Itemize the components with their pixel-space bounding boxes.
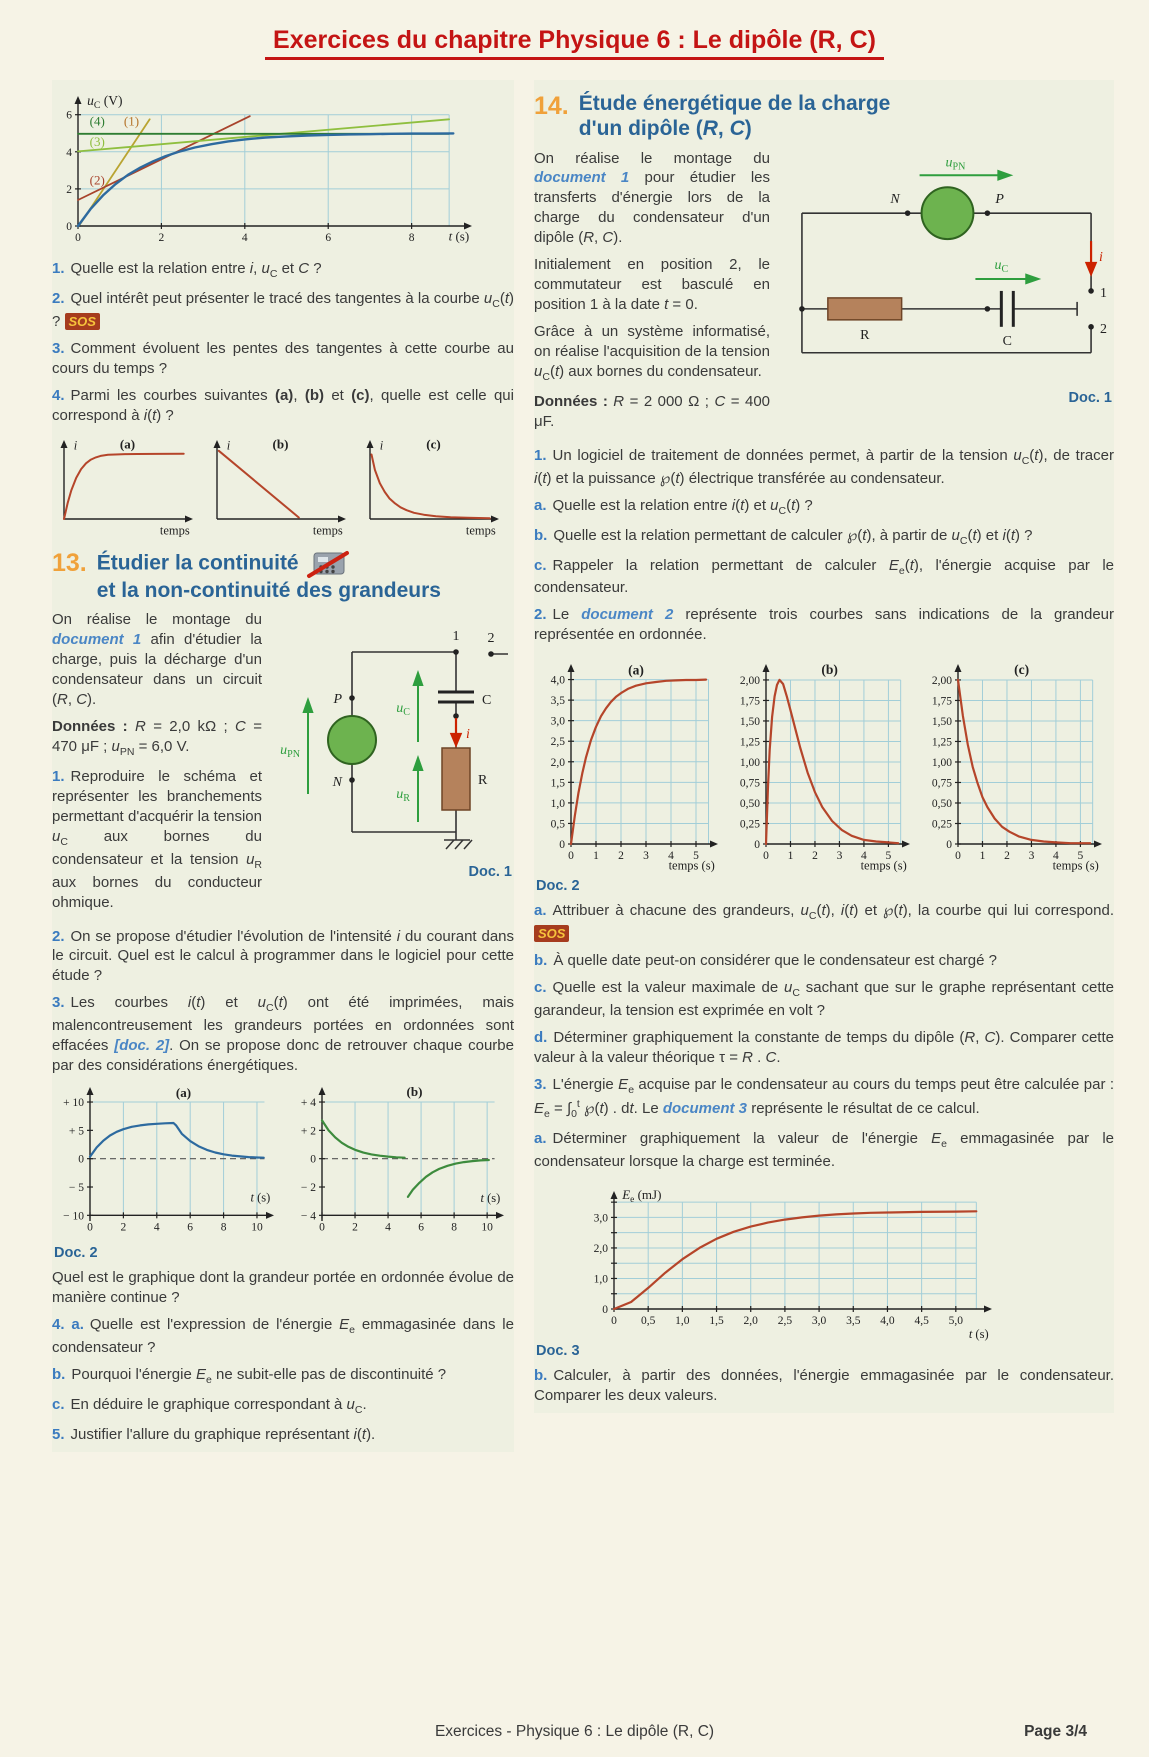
svg-text:temps (s): temps (s): [860, 858, 907, 873]
current-arrow: [1086, 241, 1095, 274]
svg-text:8: 8: [408, 232, 415, 244]
unlabeled-chart-a: [534, 652, 722, 876]
svg-text:uC (V): $u_C$ (V): [87, 93, 123, 112]
svg-text:t (s): t (s): [968, 1326, 989, 1341]
svg-text:4,0: 4,0: [880, 1314, 895, 1327]
question-text: Quelle est la relation entre i(t) et $u_C(t)$ ?: [552, 496, 813, 517]
svg-text:6: 6: [66, 109, 72, 122]
svg-text:5: 5: [885, 850, 892, 863]
question-text: Reproduire le schéma et représenter les branchements permettant d'acquérir la tension $u_C$ aux bornes du condensateur et la tension $u_R$ aux bornes du conducteur ohmique.: [52, 767, 262, 911]
svg-text:− 2: − 2: [300, 1182, 316, 1195]
capacitor-label: C: [1002, 333, 1012, 349]
question-number: 5.: [52, 1425, 65, 1443]
question: [534, 605, 1114, 645]
svg-text:(c): (c): [1014, 662, 1030, 678]
svg-text:0: 0: [946, 839, 952, 852]
exercise-13-intro: On réalise le montage du document 1 afin d'étudier la charge, puis la décharge d'un condensateur dans un circuit (R, C).: [52, 611, 262, 709]
svg-text:0: 0: [602, 1303, 608, 1316]
terminal-p-label: P: [333, 692, 342, 708]
svg-text:1,50: 1,50: [931, 716, 952, 729]
unlabeled-chart-c: [918, 652, 1106, 876]
no-calculator-icon: [305, 549, 351, 579]
question-number: 4.: [52, 386, 65, 404]
svg-text:1,0: 1,0: [593, 1273, 608, 1286]
exercise-13-data: Données : R = 2,0 kΩ ; C = 470 μF ; $u_{PN} = 6,0$ V.: [52, 718, 262, 758]
page-title: [0, 26, 1149, 60]
rc-charge-circuit-diagram: [780, 151, 1114, 383]
svg-text:2,00: 2,00: [931, 675, 952, 688]
exercise-title-line2: d'un dipôle (R, C): [578, 116, 752, 140]
question-text: Quel intérêt peut présenter le tracé des tangentes à la courbe $u_C(t)$ ? SOS: [52, 289, 514, 330]
doc-1-label: Doc. 1: [468, 864, 512, 881]
question-number: a.: [534, 1129, 547, 1147]
exercise-14-intro-1: On réalise le montage du document 1 pour étudier les transferts d'énergie lors de la charge du condensateur d'un dipôle (R, C).: [534, 149, 770, 247]
question: [534, 446, 1114, 489]
energy-chart: [572, 1179, 1114, 1341]
svg-text:0,50: 0,50: [739, 798, 760, 811]
svg-text:1: 1: [979, 850, 986, 863]
question-number: c.: [52, 1395, 65, 1413]
svg-text:10: 10: [481, 1221, 493, 1234]
current-candidate-curves: [52, 434, 514, 537]
svg-text:3,5: 3,5: [846, 1314, 861, 1327]
ur-voltage-arrow: [414, 758, 422, 822]
question-text: Quelle est la relation permettant de calculer ℘(t), à partir de $u_C(t)$ et i(t) ?: [553, 526, 1033, 547]
question-text: Les courbes i(t) et $u_C(t)$ ont été imprimées, mais malencontreusement les grandeurs portées en ordonnées sont effacées [doc. 2]. On se propose donc de retrouver chaque courbe par des considérations énergétiques.: [52, 994, 515, 1075]
question-number: 3.: [52, 994, 65, 1012]
question: [52, 1315, 514, 1358]
question: [534, 1366, 1114, 1406]
question: [534, 951, 1114, 971]
uc-voltage-arrow: [414, 673, 422, 742]
svg-text:2,0: 2,0: [550, 757, 565, 770]
upn-voltage-arrow: [920, 171, 1011, 179]
svg-text:+ 4: + 4: [300, 1097, 316, 1110]
svg-text:+ 2: + 2: [300, 1125, 316, 1138]
svg-text:− 5: − 5: [68, 1182, 84, 1195]
svg-text:1: 1: [593, 850, 599, 863]
svg-text:(4): (4): [89, 113, 105, 129]
question-number: a.: [534, 902, 547, 920]
svg-text:t (s): t (s): [448, 228, 470, 244]
svg-text:0: 0: [763, 850, 769, 863]
svg-text:(b): (b): [821, 662, 838, 678]
question-text: Quelle est la valeur maximale de $u_C$ sachant que sur le graphe représentant cette garandeur, la tension est exprimée en volt ?: [534, 979, 1114, 1020]
svg-text:(b): (b): [272, 436, 289, 452]
svg-text:i: i: [73, 437, 78, 452]
question: [52, 993, 514, 1076]
svg-text:5: 5: [1077, 850, 1084, 863]
exercise-14-body: [534, 149, 1114, 646]
svg-text:1: 1: [787, 850, 794, 863]
svg-text:1,5: 1,5: [709, 1314, 724, 1327]
svg-text:0: 0: [78, 1153, 84, 1166]
svg-text:0,25: 0,25: [739, 818, 760, 831]
svg-text:4: 4: [1053, 850, 1059, 863]
svg-text:0: 0: [559, 839, 565, 852]
svg-text:1,75: 1,75: [739, 695, 760, 708]
question-text: On se propose d'étudier l'évolution de l'intensité i du courant dans le circuit. Quel est le calcul à programmer dans le logiciel pour cette étude ?: [52, 927, 514, 985]
question: [52, 289, 514, 332]
question-number: 1.: [534, 446, 547, 464]
question-text: Justifier l'allure du graphique représentant i(t).: [70, 1425, 376, 1443]
right-column: [534, 80, 1114, 1413]
svg-text:(1): (1): [123, 113, 140, 129]
svg-text:0,5: 0,5: [640, 1314, 656, 1327]
exercise-14-intro-3: Grâce à un système informatisé, on réalise l'acquisition de la tension $u_C(t)$ aux bornes du condensateur.: [534, 323, 770, 383]
switch-position-1-label: 1: [452, 629, 460, 645]
svg-text:6: 6: [418, 1221, 424, 1234]
svg-text:0: 0: [319, 1221, 325, 1234]
svg-text:(b): (b): [406, 1084, 423, 1100]
question-number: 2.: [52, 289, 65, 307]
rc-series-circuit-diagram: [274, 612, 514, 857]
svg-text:4: 4: [241, 232, 248, 244]
terminal-n-label: N: [890, 191, 900, 207]
question-number: 2.: [534, 606, 547, 624]
svg-text:3: 3: [836, 850, 843, 863]
question: [52, 259, 514, 282]
svg-text:6: 6: [325, 232, 332, 244]
svg-text:1,0: 1,0: [550, 798, 565, 811]
svg-text:2: 2: [158, 232, 165, 244]
upn-voltage-arrow: [304, 700, 312, 794]
unlabeled-chart-b: [726, 652, 914, 876]
svg-text:5: 5: [693, 850, 699, 863]
svg-text:(a): (a): [175, 1085, 192, 1101]
exercise-title-line2: et la non-continuité des grandeurs: [96, 578, 441, 602]
question-number: 4. a.: [52, 1315, 84, 1333]
exercise-13-header: [52, 549, 514, 604]
question-number: b.: [534, 952, 548, 970]
question-text: Rappeler la relation permettant de calculer $E_e(t)$, l'énergie acquise par le condensateur.: [534, 556, 1114, 597]
svg-text:temps: temps: [312, 522, 343, 537]
svg-text:(a): (a): [628, 662, 644, 678]
svg-text:2: 2: [66, 183, 72, 196]
upn-label: $u_{PN}$: [945, 154, 966, 172]
svg-text:8: 8: [220, 1221, 227, 1234]
page-footer: [0, 1723, 1149, 1741]
question-text: Attribuer à chacune des grandeurs, $u_C(t)$, i(t) et ℘(t), la courbe qui lui correspond. SOS: [534, 902, 1114, 942]
doc-3-label: Doc. 3: [536, 1342, 580, 1359]
svg-text:1,75: 1,75: [931, 695, 952, 708]
svg-text:0,5: 0,5: [550, 818, 565, 831]
current-arrow: [451, 718, 460, 745]
exercise-13-body: [52, 610, 514, 1076]
question-text: Déterminer graphiquement la constante de temps du dipôle (R, C). Comparer cette valeur à la valeur théorique τ = R . C.: [534, 1029, 1114, 1066]
footer-title: Exercices - Physique 6 : Le dipôle (R, C): [434, 1723, 715, 1740]
question: [52, 339, 514, 379]
question: [534, 901, 1114, 944]
question-text: Déterminer graphiquement la valeur de l'énergie $E_e$ emmagasinée par le condensateur lorsque la charge est terminée.: [534, 1129, 1115, 1170]
svg-text:(2): (2): [89, 172, 105, 188]
question-text: L'énergie $E_e$ acquise par le condensateur au cours du temps peut être calculée par : $E_e = \int_0^t$ ℘(t) . dt. Le document 3 représente le résultat de ce calcul.: [534, 1075, 1115, 1120]
svg-text:6: 6: [187, 1221, 194, 1234]
svg-text:4: 4: [153, 1221, 160, 1234]
svg-text:4: 4: [861, 850, 867, 863]
page-title-text: Exercices du chapitre Physique 6 : Le dipôle (R, C): [265, 26, 884, 60]
exercise-title: [579, 92, 891, 142]
doc-2-charts-ex13: [52, 1083, 514, 1243]
question-text: Comment évoluent les pentes des tangentes à cette courbe au cours du temps ?: [52, 339, 514, 377]
switch-position-1-label: 1: [1100, 285, 1108, 301]
ground-icon: [444, 840, 472, 849]
svg-text:0: 0: [754, 839, 760, 852]
svg-text:2: 2: [618, 850, 624, 863]
terminal-n-label: N: [332, 775, 342, 791]
upn-label: $u_{PN}$: [280, 743, 300, 761]
svg-text:2,0: 2,0: [593, 1242, 608, 1255]
svg-text:(3): (3): [89, 133, 105, 149]
svg-text:8: 8: [451, 1221, 457, 1234]
question: [52, 1395, 514, 1418]
svg-text:4: 4: [66, 146, 72, 159]
svg-text:temps (s): temps (s): [1052, 858, 1099, 873]
uc-label: $u_C$: [396, 701, 410, 719]
svg-text:3,0: 3,0: [811, 1314, 827, 1327]
doc-2-charts-ex14: [534, 652, 1114, 876]
svg-text:4,5: 4,5: [914, 1314, 929, 1327]
uc-voltage-arrow: [975, 274, 1038, 282]
svg-text:+ 5: + 5: [68, 1125, 84, 1138]
curve-b-chart: [205, 434, 348, 537]
uc-voltage-chart: [52, 80, 514, 252]
svg-text:4,0: 4,0: [550, 674, 565, 687]
doc-1-label: Doc. 1: [1068, 389, 1112, 406]
curve-a-chart: [52, 434, 195, 537]
svg-text:3,5: 3,5: [550, 695, 565, 708]
question-number: b.: [52, 1365, 66, 1383]
svg-text:− 10: − 10: [63, 1210, 84, 1223]
question-text: Quelle est la relation entre i, $u_C$ et C ?: [70, 260, 322, 280]
question-number: c.: [534, 556, 547, 574]
question-number: 1.: [52, 767, 65, 785]
question-number: b.: [534, 526, 548, 544]
question-number: 3.: [534, 1075, 547, 1093]
question-text: Parmi les courbes suivantes (a), (b) et (c), quelle est celle qui correspond à i(t) ?: [52, 386, 514, 424]
svg-text:2,5: 2,5: [550, 736, 565, 749]
svg-text:10: 10: [251, 1221, 263, 1234]
current-label: i: [466, 727, 470, 743]
svg-text:0: 0: [611, 1314, 617, 1327]
exercise-title-line1: Étudier la continuité: [96, 551, 299, 575]
ex12-questions: [52, 259, 514, 426]
question-number: d.: [534, 1029, 548, 1047]
question: [52, 1425, 514, 1445]
question-text: Calculer, à partir des données, l'énergie emmagasinée par le condensateur. Comparer les deux valeurs.: [534, 1366, 1114, 1404]
svg-text:t (s): t (s): [250, 1190, 271, 1205]
question-continuity: Quel est le graphique dont la grandeur portée en ordonnée évolue de manière continue ?: [52, 1269, 514, 1307]
resistor-label: R: [860, 327, 870, 343]
exercise-title: [97, 549, 441, 604]
svg-text:3: 3: [1028, 850, 1035, 863]
terminal-p-label: P: [995, 191, 1004, 207]
svg-text:(a): (a): [119, 436, 136, 452]
svg-text:3: 3: [643, 850, 649, 863]
svg-text:3,0: 3,0: [593, 1212, 608, 1225]
doc-2-label: Doc. 2: [54, 1245, 98, 1262]
svg-text:1,0: 1,0: [675, 1314, 690, 1327]
question: [534, 1075, 1114, 1122]
question-text: Quelle est l'expression de l'énergie $E_e$ emmagasinée dans le condensateur ?: [52, 1315, 514, 1356]
svg-text:0: 0: [87, 1221, 93, 1234]
svg-text:4: 4: [385, 1221, 391, 1234]
question-number: a.: [534, 496, 547, 514]
question: [534, 1028, 1114, 1068]
generator-icon: [922, 187, 974, 239]
svg-text:0,50: 0,50: [931, 798, 952, 811]
question-number: 1.: [52, 260, 65, 277]
svg-text:2: 2: [352, 1221, 358, 1234]
exercise-number: 13.: [52, 548, 87, 577]
circuit-14-figure: [780, 151, 1114, 408]
svg-text:i: i: [226, 437, 231, 452]
svg-text:2,5: 2,5: [777, 1314, 793, 1327]
svg-text:2: 2: [1004, 850, 1010, 863]
svg-text:0: 0: [66, 221, 72, 233]
erased-axis-chart-b: [288, 1083, 514, 1243]
question: [534, 526, 1114, 549]
svg-text:− 4: − 4: [300, 1210, 316, 1223]
question: [534, 496, 1114, 519]
left-column: [52, 80, 514, 1452]
current-label: i: [1099, 249, 1103, 265]
exercise-14-header: [534, 92, 1114, 142]
capacitor-label: C: [482, 693, 492, 709]
svg-text:i: i: [379, 437, 384, 452]
exercise-14-intro-2: Initialement en position 2, le commutateur est basculé en position 1 à la date t = 0.: [534, 256, 770, 314]
uc-label: $u_C$: [994, 257, 1009, 275]
svg-text:1,00: 1,00: [931, 757, 952, 770]
svg-text:+ 10: + 10: [63, 1097, 84, 1110]
exercise-title-line1: Étude énergétique de la charge: [578, 92, 891, 115]
resistor-label: R: [478, 773, 488, 789]
svg-text:4: 4: [668, 850, 674, 863]
svg-text:3,0: 3,0: [550, 715, 565, 728]
svg-text:0,25: 0,25: [931, 818, 952, 831]
erased-axis-chart-a: [52, 1083, 284, 1243]
svg-text:5,0: 5,0: [948, 1314, 964, 1327]
question-number: 3.: [52, 339, 65, 357]
svg-text:2: 2: [120, 1221, 127, 1234]
svg-text:0,75: 0,75: [739, 777, 760, 790]
svg-text:0,75: 0,75: [931, 777, 952, 790]
question: [52, 386, 514, 426]
page-number: Page 3/4: [1024, 1723, 1087, 1740]
svg-text:Ee (mJ): $E_e$ (mJ): [622, 1186, 662, 1205]
doc-2-label: Doc. 2: [536, 878, 580, 895]
svg-text:0: 0: [568, 850, 574, 863]
svg-text:2,00: 2,00: [739, 675, 760, 688]
question: [534, 1129, 1114, 1172]
question-number: c.: [534, 979, 547, 997]
svg-text:(c): (c): [426, 436, 441, 452]
svg-text:1,25: 1,25: [931, 736, 952, 749]
question-text: Pourquoi l'énergie $E_e$ ne subit-elle pas de discontinuité ?: [71, 1365, 447, 1386]
resistor-icon: [828, 297, 902, 319]
question: [52, 927, 514, 987]
svg-text:t (s): t (s): [480, 1190, 501, 1205]
resistor-icon: [442, 748, 470, 810]
svg-text:1,00: 1,00: [739, 757, 760, 770]
switch-position-2-label: 2: [487, 631, 495, 647]
question: [534, 556, 1114, 599]
svg-text:2,0: 2,0: [743, 1314, 758, 1327]
question-text: Un logiciel de traitement de données permet, à partir de la tension $u_C(t)$, de tracer i(t) et la puissance ℘(t) électrique transférée au condensateur.: [534, 446, 1114, 487]
svg-text:1,50: 1,50: [739, 716, 760, 729]
switch-position-2-label: 2: [1100, 321, 1108, 337]
svg-text:temps: temps: [159, 522, 190, 537]
svg-text:temps: temps: [465, 522, 496, 537]
question-text: Le document 2 représente trois courbes sans indications de la grandeur représentée en ordonnée.: [534, 606, 1115, 644]
circuit-13-figure: [272, 612, 514, 882]
question: [534, 978, 1114, 1021]
question: [52, 1365, 514, 1388]
question-text: À quelle date peut-on considérer que le condensateur est chargé ?: [553, 952, 997, 970]
question-number: b.: [534, 1366, 548, 1384]
svg-text:1,25: 1,25: [739, 736, 760, 749]
ur-label: $u_R$: [396, 787, 410, 805]
svg-text:1,5: 1,5: [550, 777, 565, 790]
svg-text:0: 0: [75, 232, 81, 244]
svg-text:temps (s): temps (s): [668, 858, 715, 873]
question-text: En déduire le graphique correspondant à $u_C$.: [70, 1395, 367, 1416]
exercise-14-data: Données : R = 2 000 Ω ; C = 400 μF.: [534, 392, 770, 430]
svg-text:0: 0: [310, 1153, 316, 1166]
generator-icon: [328, 716, 376, 764]
question-number: 2.: [52, 927, 65, 945]
svg-text:0: 0: [955, 850, 961, 863]
exercise-number: 14.: [534, 92, 569, 120]
curve-c-chart: [358, 434, 501, 537]
svg-text:2: 2: [812, 850, 818, 863]
